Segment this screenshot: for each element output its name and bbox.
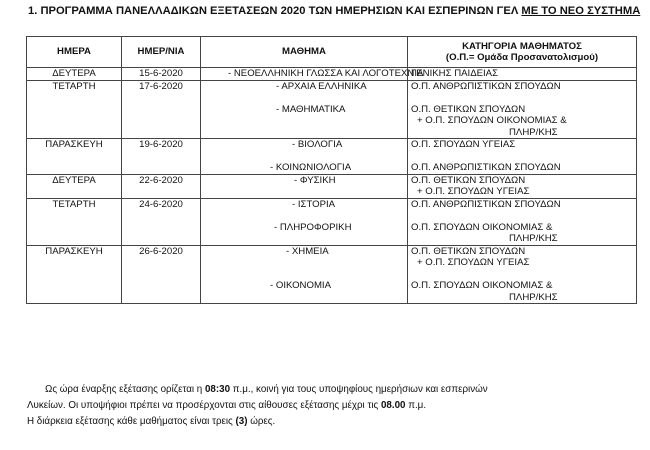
category: Ο.Π. ΑΝΘΡΩΠΙΣΤΙΚΩΝ ΣΠΟΥΔΩΝ bbox=[411, 80, 561, 92]
cell-date: 24-6-2020 bbox=[122, 198, 201, 245]
note-text: π.μ. bbox=[405, 400, 427, 411]
cell-subject bbox=[201, 139, 408, 175]
header-category-title: ΚΑΤΗΓΟΡΙΑ ΜΑΘΗΜΑΤΟΣ bbox=[462, 40, 582, 52]
table-row bbox=[27, 68, 637, 81]
table-row bbox=[27, 80, 637, 139]
category: ΠΛΗΡ/ΚΗΣ bbox=[509, 233, 558, 244]
cell-subject bbox=[201, 80, 408, 139]
cell-day: ΤΕΤΑΡΤΗ bbox=[27, 198, 122, 245]
cell-day: ΠΑΡΑΣΚΕΥΗ bbox=[27, 245, 122, 304]
note-duration bbox=[27, 414, 627, 430]
header-category bbox=[408, 37, 637, 68]
note-text: π.μ., κοινή για τους υποψηφίους ημερήσιων και εσπερινών bbox=[230, 384, 488, 395]
category: Ο.Π. ΘΕΤΙΚΩΝ ΣΠΟΥΔΩΝ bbox=[411, 103, 526, 115]
category: Ο.Π. ΣΠΟΥΔΩΝ ΟΙΚΟΝΟΜΙΑΣ & bbox=[411, 221, 553, 233]
cell-day: ΤΕΤΑΡΤΗ bbox=[27, 80, 122, 139]
title-prefix: 1. ΠΡΟΓΡΑΜΜΑ ΠΑΝΕΛΛΑΔΙΚΩΝ ΕΞΕΤΑΣΕΩΝ 2020 ΤΩΝ ΗΜΕΡΗΣΙΩΝ ΚΑΙ ΕΣΠΕΡΙΝΩΝ ΓΕΛ bbox=[28, 5, 522, 17]
cell-category bbox=[408, 68, 637, 81]
subject: - ΟΙΚΟΝΟΜΙΑ bbox=[270, 280, 332, 291]
cell-subject bbox=[201, 68, 424, 81]
cell-date: 17-6-2020 bbox=[122, 80, 201, 139]
category: Ο.Π. ΘΕΤΙΚΩΝ ΣΠΟΥΔΩΝ bbox=[411, 245, 526, 257]
exam-notes bbox=[27, 382, 627, 430]
cell-day: ΔΕΥΤΕΡΑ bbox=[27, 68, 122, 81]
note-text: ώρες. bbox=[247, 416, 276, 427]
subject: - ΙΣΤΟΡΙΑ bbox=[292, 198, 336, 210]
subject: - ΚΟΙΝΩΝΙΟΛΟΓΙΑ bbox=[270, 162, 352, 173]
category: Ο.Π. ΘΕΤΙΚΩΝ ΣΠΟΥΔΩΝ bbox=[411, 174, 526, 186]
title-underlined: ΜΕ ΤΟ ΝΕΟ ΣΥΣΤΗΜΑ bbox=[521, 5, 641, 17]
category: Ο.Π. ΣΠΟΥΔΩΝ ΟΙΚΟΝΟΜΙΑΣ & bbox=[411, 280, 553, 291]
category: ΓΕΝΙΚΗΣ ΠΑΙΔΕΙΑΣ bbox=[411, 68, 498, 79]
cell-subject bbox=[201, 198, 408, 245]
note-text: Λυκείων. Οι υποψήφιοι πρέπει να προσέρχονται στις αίθουσες εξέτασης μέχρι τις bbox=[27, 400, 381, 411]
subject: - ΦΥΣΙΚΗ bbox=[294, 174, 336, 186]
cell-day: ΔΕΥΤΕΡΑ bbox=[27, 174, 122, 198]
note-start-time bbox=[27, 382, 627, 398]
category: ΠΛΗΡ/ΚΗΣ bbox=[509, 126, 558, 138]
category: Ο.Π. ΣΠΟΥΔΩΝ ΥΓΕΙΑΣ bbox=[411, 139, 516, 150]
subject: - ΧΗΜΕΙΑ bbox=[286, 245, 329, 257]
table-row bbox=[27, 139, 637, 175]
note-text: Ως ώρα έναρξης εξέτασης ορίζεται η bbox=[45, 384, 205, 395]
note-arrival bbox=[27, 398, 627, 414]
cell-category bbox=[408, 80, 637, 139]
cell-category bbox=[408, 245, 637, 304]
note-time: 08.00 bbox=[380, 400, 406, 411]
cell-subject bbox=[201, 245, 408, 304]
category: Ο.Π. ΑΝΘΡΩΠΙΣΤΙΚΩΝ ΣΠΟΥΔΩΝ bbox=[411, 162, 561, 173]
exam-schedule-table bbox=[26, 36, 637, 304]
note-text: Η διάρκεια εξέτασης κάθε μαθήματος είναι τρεις bbox=[27, 416, 236, 427]
header-category-note: (Ο.Π.= Ομάδα Προσανατολισμού) bbox=[445, 52, 599, 63]
category: + Ο.Π. ΣΠΟΥΔΩΝ ΟΙΚΟΝΟΜΙΑΣ & bbox=[417, 115, 567, 126]
subject: - ΝΕΟΕΛΛΗΝΙΚΗ ΓΛΩΣΣΑ ΚΑΙ ΛΟΓΟΤΕΧΝΙΑ bbox=[228, 68, 424, 79]
cell-category bbox=[408, 139, 637, 175]
subject: - ΑΡΧΑΙΑ ΕΛΛΗΝΙΚΑ bbox=[276, 80, 367, 92]
category: Ο.Π. ΑΝΘΡΩΠΙΣΤΙΚΩΝ ΣΠΟΥΔΩΝ bbox=[411, 198, 561, 210]
category: + Ο.Π. ΣΠΟΥΔΩΝ ΥΓΕΙΑΣ bbox=[417, 186, 530, 197]
note-time: 08:30 bbox=[204, 384, 231, 395]
header-row bbox=[27, 37, 637, 68]
cell-date: 19-6-2020 bbox=[122, 139, 201, 175]
note-hours: (3) bbox=[235, 416, 248, 427]
subject: - ΒΙΟΛΟΓΙΑ bbox=[292, 139, 343, 150]
header-date: ΗΜΕΡ/ΝΙΑ bbox=[122, 37, 201, 68]
subject: - ΜΑΘΗΜΑΤΙΚΑ bbox=[276, 103, 346, 115]
category: ΠΛΗΡ/ΚΗΣ bbox=[509, 291, 558, 303]
header-day: ΗΜΕΡΑ bbox=[27, 37, 122, 68]
cell-category bbox=[408, 174, 637, 198]
table-row bbox=[27, 174, 637, 198]
cell-date: 26-6-2020 bbox=[122, 245, 201, 304]
table-row bbox=[27, 245, 637, 304]
page-title bbox=[28, 5, 640, 17]
cell-date: 15-6-2020 bbox=[122, 68, 201, 81]
cell-subject bbox=[201, 174, 408, 198]
table-row bbox=[27, 198, 637, 245]
category: + Ο.Π. ΣΠΟΥΔΩΝ ΥΓΕΙΑΣ bbox=[417, 257, 530, 268]
subject: - ΠΛΗΡΟΦΟΡΙΚΗ bbox=[274, 221, 352, 233]
cell-category bbox=[408, 198, 637, 245]
header-subject: ΜΑΘΗΜΑ bbox=[201, 37, 408, 68]
cell-day: ΠΑΡΑΣΚΕΥΗ bbox=[27, 139, 122, 175]
cell-date: 22-6-2020 bbox=[122, 174, 201, 198]
